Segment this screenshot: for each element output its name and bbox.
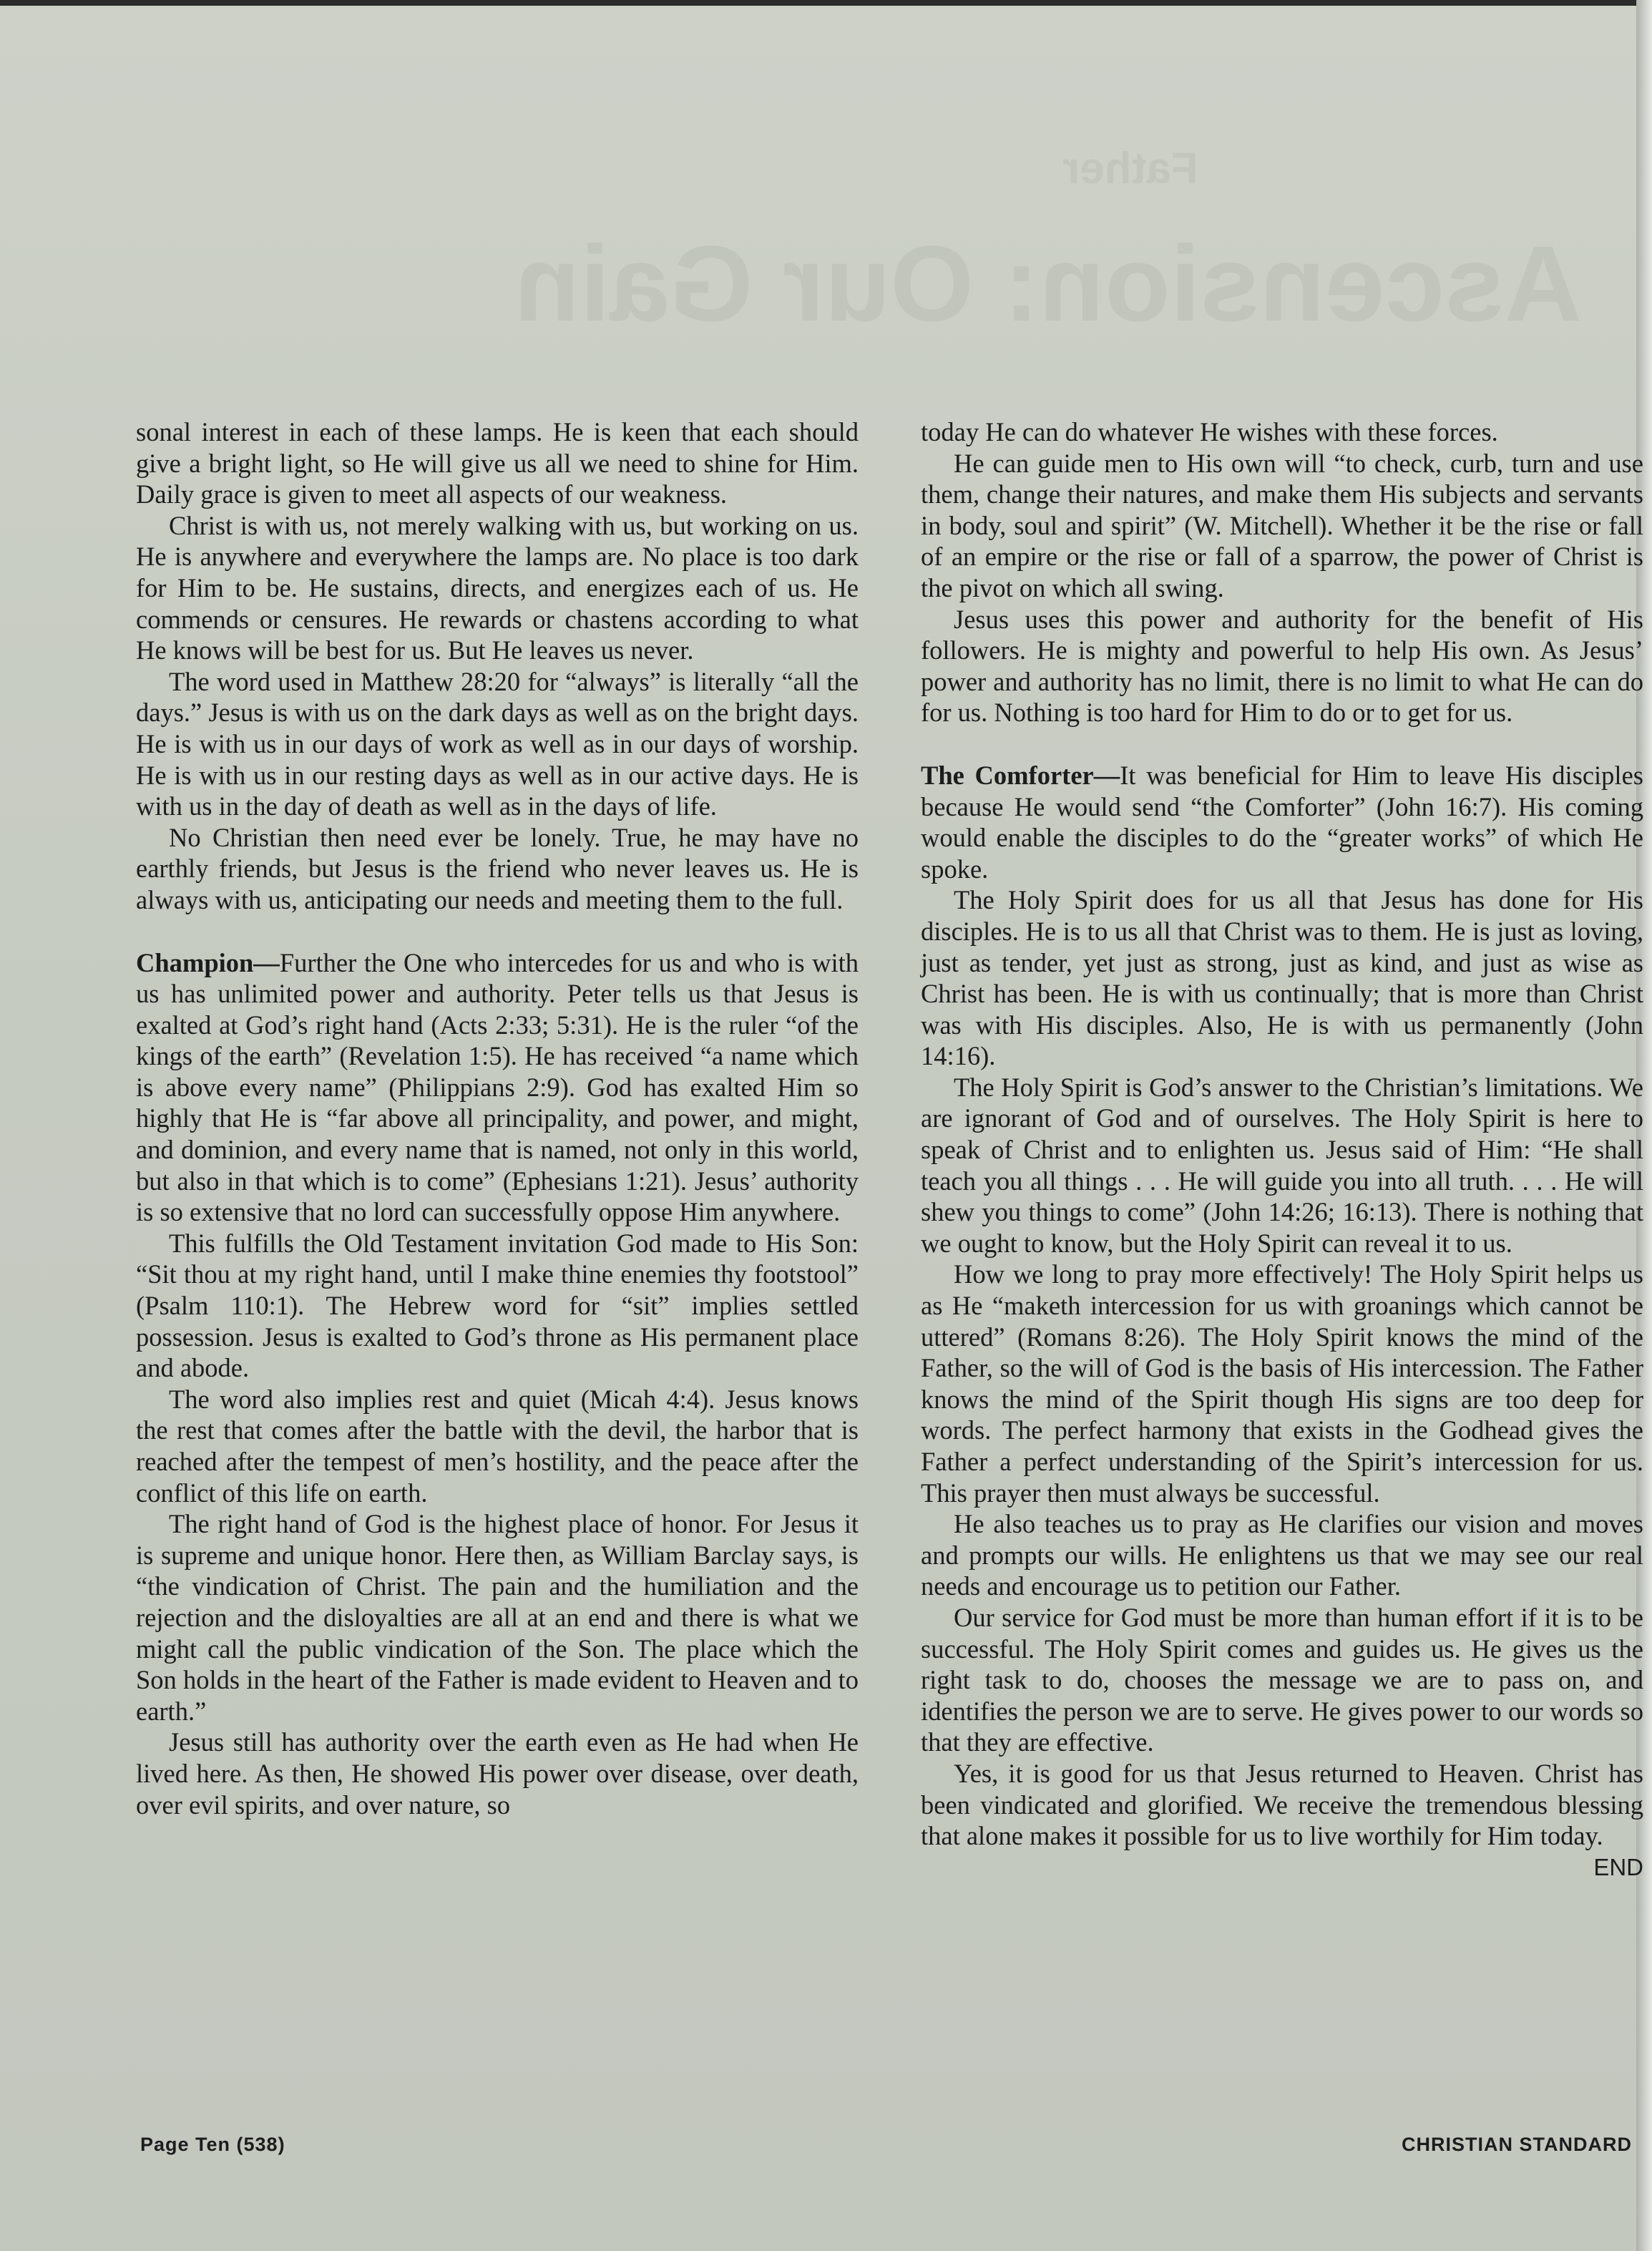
paragraph-final: [921, 1758, 1643, 1880]
section-heading-comforter: The Comforter—: [921, 760, 1120, 790]
show-through-title: Ascension: Our Gain: [514, 223, 1582, 343]
paragraph: The word also implies rest and quiet (Micah 4:4). Jesus knows the rest that comes after the battle with the devil, the harbor that is reached after the tempest of men’s hostility, and the peace after the conflict of this life on earth.: [136, 1384, 859, 1508]
paragraph-text: Yes, it is good for us that Jesus returned to Heaven. Christ has been vindicated and glorified. We receive the tremendous blessing that alone makes it possible for us to live worthily for Him today.: [921, 1758, 1643, 1851]
publication-name: CHRISTIAN STANDARD: [1402, 2134, 1632, 2155]
paragraph: Christ is with us, not merely walking with us, but working on us. He is anywhere and everywhere the lamps are. No place is too dark for Him to be. He sustains, directs, and energizes each of us. He commends or censures. He rewards or chastens according to what He knows will be best for us. But He leaves us never.: [136, 510, 859, 665]
paragraph-comforter: [921, 760, 1643, 884]
paragraph: Jesus still has authority over the earth even as He had when He lived here. As then, He showed His power over disease, over death, over evil spirits, and over nature, so: [136, 1727, 859, 1820]
paragraph: This fulfills the Old Testament invitation God made to His Son: “Sit thou at my right hand, until I make thine enemies thy footstool” (Psalm 110:1). The Hebrew word for “sit” implies settled possession. Jesus is exalted to God’s throne as His permanent place and abode.: [136, 1228, 859, 1383]
end-mark: END: [1593, 1853, 1643, 1880]
paragraph: He also teaches us to pray as He clarifies our vision and moves and prompts our wills. He enlightens us that we may see our real needs and encourage us to petition our Father.: [921, 1509, 1643, 1601]
left-column: [136, 416, 859, 1820]
paragraph: He can guide men to His own will “to check, curb, turn and use them, change their natures, and make them His subjects and servants in body, soul and spirit” (W. Mitchell). Whether it be the rise or fall of an empire or the rise or fall of a sparrow, the power of Christ is the pivot on which all swing.: [921, 448, 1643, 602]
paragraph: The word used in Matthew 28:20 for “always” is literally “all the days.” Jesus is with us on the dark days as well as on the bright days. He is with us in our days of work as well as in our days of worship. He is with us in our resting days as well as in our active days. He is with us in the day of death as well as in the days of life.: [136, 666, 859, 821]
page-number: Page Ten (538): [140, 2134, 285, 2155]
paragraph: How we long to pray more effectively! The Holy Spirit helps us as He “maketh intercession for us with groanings which cannot be uttered” (Romans 8:26). The Holy Spirit knows the mind of the Father, so the will of God is the basis of His intercession. The Father knows the mind of the Spirit though His signs are too deep for words. The perfect harmony that exists in the Godhead gives the Father a perfect understanding of the Spirit’s intercession for us. This prayer then must always be successful.: [921, 1259, 1643, 1508]
scan-top-edge: [0, 0, 1652, 6]
paragraph-champion: [136, 947, 859, 1228]
section-heading-champion: Champion—: [136, 947, 280, 977]
paragraph: The right hand of God is the highest place of honor. For Jesus it is supreme and unique honor. Here then, as William Barclay says, is “the vindication of Christ. The pain and the humiliation and the rejection and the disloyalties are all at an end and there is what we might call the public vindication of the Son. The place which the Son holds in the heart of the Father is made evident to Heaven and to earth.”: [136, 1509, 859, 1726]
paragraph-text: It was beneficial for Him to leave His disciples because He would send “the Comforter” (John 16:7). His coming would enable the disciples to do the “greater works” of which He spoke.: [921, 760, 1643, 884]
paragraph: Jesus uses this power and authority for the benefit of His followers. He is mighty and powerful to help His own. As Jesus’ power and authority has no limit, there is no limit to what He can do for us. Nothing is too hard for Him to do or to get for us.: [921, 604, 1643, 728]
paragraph: Our service for God must be more than human effort if it is to be successful. The Holy Spirit comes and guides us. He gives us the right task to do, chooses the message we are to pass on, and identifies the person we are to serve. He gives power to our words so that they are effective.: [921, 1602, 1643, 1757]
show-through-subtitle: Father: [1062, 144, 1198, 193]
paragraph: The Holy Spirit does for us all that Jesus has done for His disciples. He is to us all that Christ was to them. He is just as loving, just as tender, yet just as strong, just as kind, and just as wise as Christ has been. He is with us continually; that is more than Christ was with His disciples. Also, He is with us permanently (John 14:16).: [921, 885, 1643, 1071]
paragraph-text: Further the One who intercedes for us and who is with us has unlimited power and authority. Peter tells us that Jesus is exalted at God’s right hand (Acts 2:33; 5:31). He is the ruler “of the kings of the earth” (Revelation 1:5). He has received “a name which is above every name” (Philippians 2:9). God has exalted Him so highly that He is “far above all principality, and power, and might, and dominion, and every name that is named, not only in this world, but also in that which is to come” (Ephesians 1:21). Jesus’ authority is so extensive that no lord can successfully oppose Him anywhere.: [136, 947, 859, 1227]
paragraph: sonal interest in each of these lamps. He is keen that each should give a bright light, so He will give us all we need to shine for Him. Daily grace is given to meet all aspects of our weakness.: [136, 417, 859, 509]
paragraph: today He can do whatever He wishes with these forces.: [921, 417, 1498, 446]
paragraph: No Christian then need ever be lonely. True, he may have no earthly friends, but Jesus is the friend who never leaves us. He is always with us, anticipating our needs and meeting them to the full.: [136, 822, 859, 914]
right-column: [921, 416, 1643, 1883]
paragraph: The Holy Spirit is God’s answer to the Christian’s limitations. We are ignorant of God and of ourselves. The Holy Spirit is here to speak of Christ and to enlighten us. Jesus said of Him: “He shall teach you all things . . . He will guide you into all truth. . . . He will shew you things to come” (John 14:26; 16:13). There is nothing that we ought to know, but the Holy Spirit can reveal it to us.: [921, 1072, 1643, 1258]
